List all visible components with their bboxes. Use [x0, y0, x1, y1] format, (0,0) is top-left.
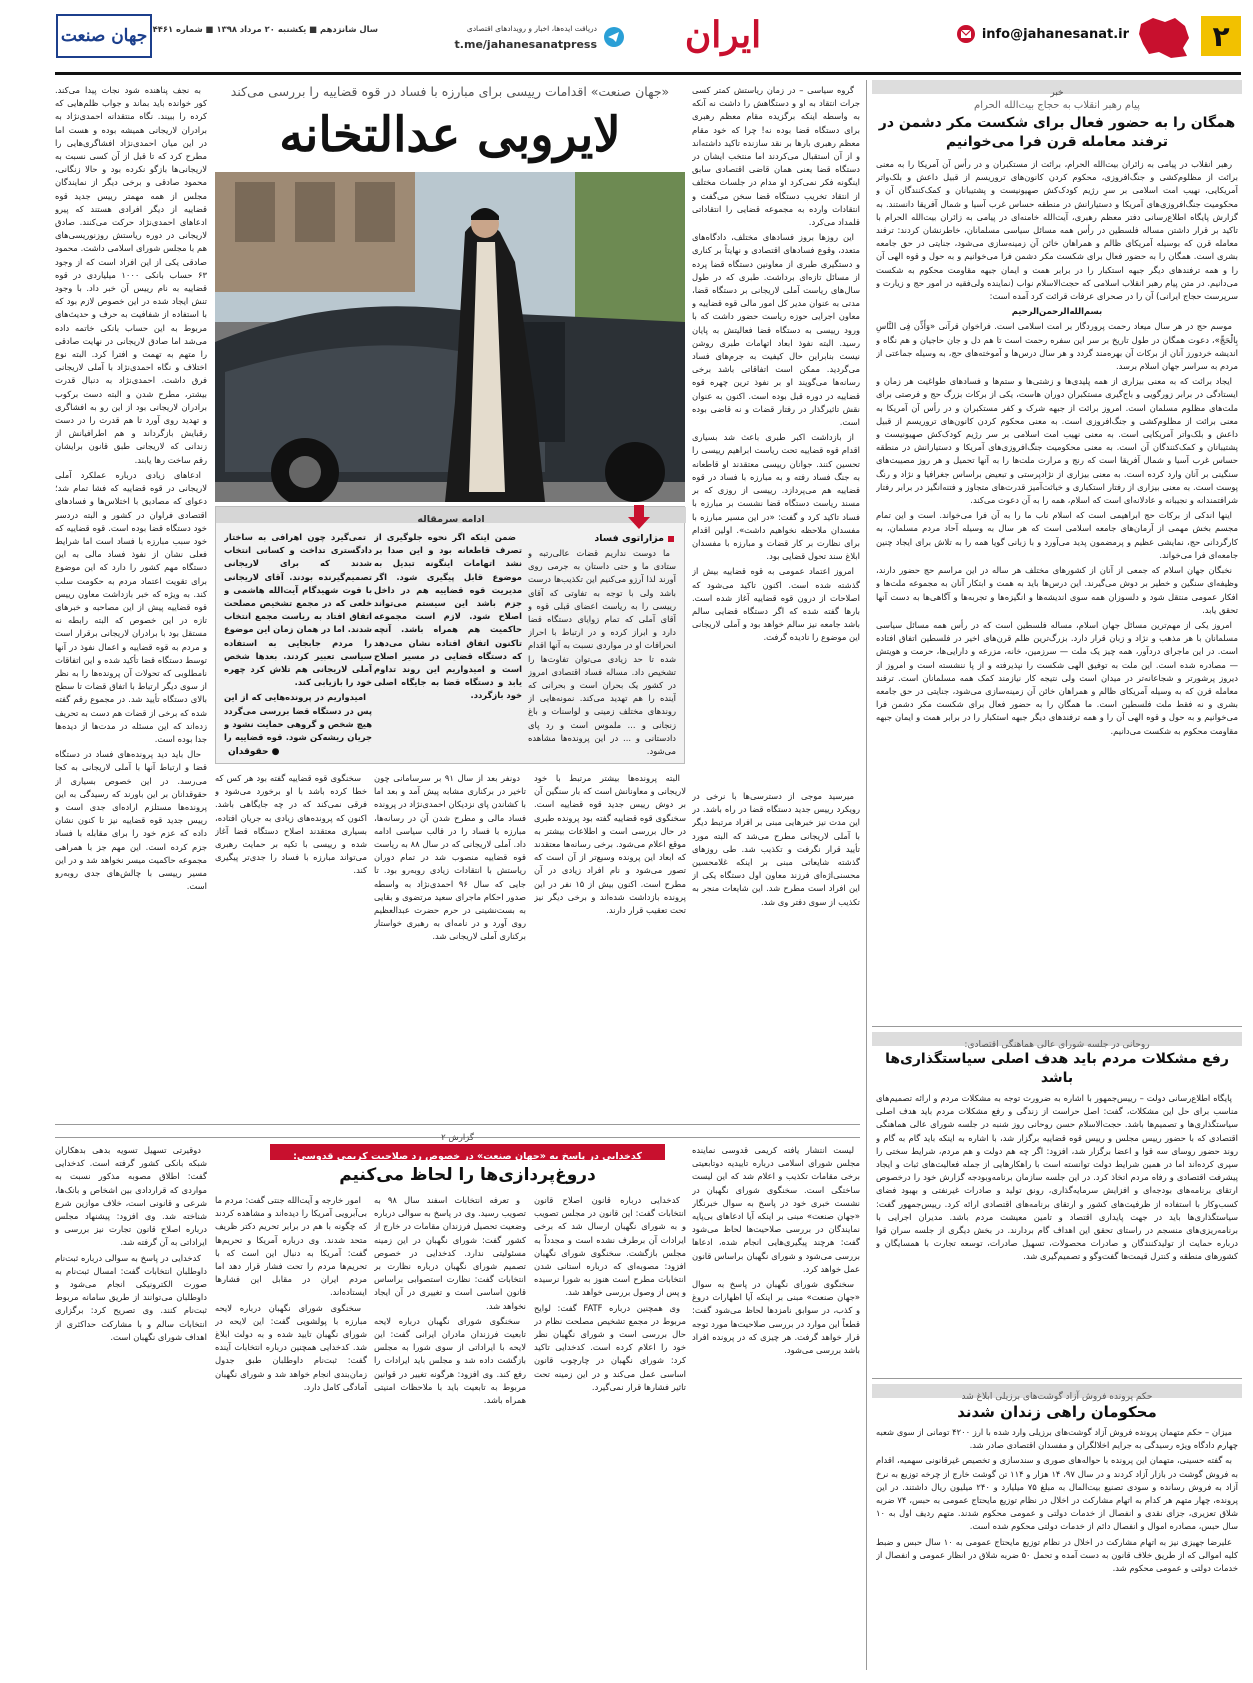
opinion-title-bar	[216, 507, 686, 523]
opinion-subheading: مزاراتوی فساد	[594, 533, 664, 544]
paragraph: اینها اندکی از برکات حج ابراهیمی است که اسلام ناب ما را به آن فرا می‌خواند. است و این تمام مجسم بخش مهمی از آرمان‌های جامعه اسلامی است که هر سال به وسیله آحاد مردم مسلمان، به کارگردانی حج، نمایشی عظیم و پرمضمون پدید می‌آورد و با زبانی گویا همه را به تلاش برای ایجاد چنین جامعه‌ای فرا می‌خواند.	[876, 510, 1238, 560]
paragraph: سخنگوی قوه قضاییه گفته بود هر کس که خطا کرده باشد با او برخورد می‌شود و فرقی نمی‌کند که در چه جایگاهی باشد. اکنون که پرونده‌های زیادی به جریان افتاده، بسیاری معتقدند اصلاح دستگاه قضا آغاز شده و رییسی با تکیه بر حمایت رهبری می‌تواند مبارزه با فساد را جدی‌تر پیگیری کند.	[215, 773, 367, 876]
divider	[872, 1378, 1242, 1379]
main-lower-col-1	[692, 790, 860, 1118]
opinion-author: ● حقوقدان	[228, 747, 280, 757]
paragraph: دوقیرتی تسهیل تسویه بدهی بدهکاران شبکه بانکی کشور گرفته است. کدخدایی گفت: اطلاق مصوبه مذکور نسبت به مواردی که قراردادی بین اشخاص و بانک‌ها، شرعی و قانونی است، خلاف موازین شرع شناخته شد. وی افزود: پیشنهاد مجلس درباره اصلاح قانون تجارت نیز بررسی و ایراداتی به آن گرفته شد.	[55, 1145, 207, 1248]
paragraph: نخبگان جهان اسلام که جمعی از آنان از کشورهای مختلف هر ساله در این مراسم حج حضور دارند، وظیفه‌ای سنگین و خطیر بر دوش می‌گیرند. این درس‌ها باید به همت و ابتکار آنان به مجموعه ملت‌ها و افکار عمومی منتقل شود و دلسوزان همه سوی اندیشه‌ها و انگیزه‌ها و تجربه‌ها و آگاهی‌ها به دست آنها تحقق یابد.	[876, 565, 1238, 615]
paragraph: امروز یکی از مهم‌ترین مسائل جهان اسلام، مساله فلسطین است که در رأس همه مسائل سیاسی مسلمانان با هر مذهب و نژاد و زبان قرار دارد. بزرگ‌ترین ظلم قرن‌های اخیر در فلسطین اتفاق افتاده است. در این ماجرای دردآور، همه چیز یک ملت — سرزمین، خانه، مزرعه و دارایی‌ها، حرمت و هویتش — مصادره شده است. این ملت به توفیق الهی شکست را نپذیرفته و از پا ننشسته است و امروز از دیروز پرشورتر و شجاعانه‌تر در میدان است ولی نتیجه کار نیازمند کمک همه مسلمانان است. ترفند معامله قرن که به وسیله آمریکای ظالم و همراهان خائن آن زمینه‌سازی می‌شود، جنایتی در حق جامعه بشری و نه فقط ملت فلسطین است. ما همگان را به حضور فعال برای شکست مکر دشمن فرا می‌خوانیم و به حول و قوه الهی آن را و همه ترفندهای دیگر جبهه استکبار را در برابر همت و ایمان جبهه مقاومت محکوم به شکست می‌دانیم.	[876, 619, 1238, 736]
meat-kicker: حکم پرونده فروش آزاد گوشت‌های برزیلی ابلاغ شد	[961, 1392, 1153, 1402]
telegram-link[interactable]: t.me/jahanesanatpress	[454, 38, 597, 51]
paragraph: و تعرفه انتخابات اسفند سال ۹۸ به تصویب رسید. وی در پاسخ به سوالی درباره وضعیت تحصیل فرزندان مقامات در خارج از کشور گفت: شورای نگهبان در این زمینه مسئولیتی ندارد. کدخدایی در خصوص تصمیم شورای نگهبان درباره نظارت بر انتخابات گفت: نظارت استصوابی براساس قانون اساسی است و تغییری در آن ایجاد نخواهد شد.	[374, 1195, 526, 1311]
leader-headline: همگان را به حضور فعال برای شکست مکر دشمن در ترفند معامله قرن فرا می‌خوانیم	[878, 115, 1236, 150]
rouhani-kicker: روحانی در جلسه شورای عالی هماهنگی اقتصادی:	[964, 1040, 1150, 1050]
paragraph: این روزها بروز فسادهای مختلف، دادگاه‌های متعدد، وقوع فسادهای اقتصادی و نهایتاً بر کناری و دستگیری طبری از معاونین دستگاه قضا پرده از مسائل تازه‌ای برداشت. طبری که در طول سال‌های ریاست آملی لاریجانی بر دستگاه قضا، مدتی به عنوان مدیر کل امور مالی قوه قضاییه و معاون اجرایی حوزه ریاست حضور داشت که با ورود رییسی به دستگاه قضا فعالیتش به پایان رسید. البته نفوذ ابعاد اتهامات طبری روشن نیست بنابراین حال کیفیت به جرم‌های فساد می‌گردید. ممکن است اتفاقاتی باشد برخی رسانه‌ها می‌گویند او بر نفوذ ترین چهره قوه قضاییه در دوره قبل بوده است. اکنون به عنوان نقش تاثیرگذار در رفتار قضات و نه قاضی بوده است.	[692, 232, 860, 428]
main-lower-col-4	[215, 772, 367, 1118]
paragraph: بسم‌الله‌الرحمن‌الرحیم	[1011, 306, 1103, 317]
main-left-column	[55, 84, 207, 1118]
paragraph: به گفته حسینی، متهمان این پرونده با حواله‌های صوری و سندسازی و تخصیص غیرقانونی سهمیه، اقدام به فروش گوشت در بازار آزاد کردند و در سال ۹۷، ۱۴ هزار و ۱۱۴ تن گوشت خارج از چرخه توزیع به نرخ آزاد به فروش رسانده و سودی تصنیع بیت‌المال به مبلغ ۷۵ میلیارد و ۲۴۰ میلیون ریال داشتند. در این پرونده، چهار متهم هر کدام به اتهام مشارکت در اخلال در نظام توزیع مایحتاج عمومی به حبس، ۷۴ ضربه شلاق تعزیری، جزای نقدی و انفصال از خدمات دولتی و عمومی محکوم شدند. متهم ردیف اول به ۱۰ سال حبس، مصادره اموال و انفصال دائم از خدمات دولتی محکوم شده است.	[876, 1455, 1238, 1532]
paragraph: امور خارجه و آیت‌الله جنتی گفت: مردم ما بی‌آبرویی آمریکا را دیده‌اند و مشاهده کردند که چگونه با هم در برابر تحریم دکتر ظریف متحد شدند. وی درباره آمریکا و تحریم‌ها گفت: آمریکا به دنبال این است که با تحریم‌ها مردم را تحت فشار قرار دهد اما مردم ایران در مقابل این فشارها ایستاده‌اند.	[215, 1195, 367, 1298]
arrow-down-icon	[628, 505, 650, 529]
page-header	[0, 0, 1253, 82]
bottom-col-5	[55, 1144, 207, 1670]
meat-kicker-bar	[872, 1384, 1242, 1402]
paragraph: ضمن اینکه اگر نحوه جلوگیری از تصرف قاطعانه بود و این صدا بر نشد اتهامات اینگونه تبدیل به موضوع قابل پیگیری شود. اگر مدیریت قوه قضاییه هم در داخل جزم باشد این سیستم می‌تواند اصلاح شود. لازم است مجموعه حاکمیت هم همراه باشد. آنچه تاکنون اتفاق افتاده نشان می‌دهد که دستگاه قضایی در مسیر اصلاح است و امیدواریم این روند تداوم یابد و دستگاه قضا به جایگاه اصلی خود بازگردد.	[374, 532, 522, 701]
divider	[872, 1026, 1242, 1027]
paragraph: دونفر بعد از سال ۹۱ بر سرسامانی چون تاخیر در برکناری مشابه پیش آمد و بعد اما با کشاندن پای نزدیکان احمدی‌نژاد در پرونده فساد مالی و مطرح شدن آن در رسانه‌ها، مبارزه با فساد را در قالب سیاسی ادامه داد. آملی لاریجانی که در سال ۸۸ به ریاست قوه قضاییه منصوب شد در تمام دوران ریاستش با انتقادات زیادی روبه‌رو بود. تا جایی که سال ۹۶ احمدی‌نژاد به واسطه صدور احکام ماجرای سعید مرتضوی و بقایی به بست‌نشینی در حرم حضرت عبدالعظیم روی آورد و در نامه‌ای به رهبری خواستار برکناری آملی لاریجانی شد.	[374, 773, 526, 942]
bottom-col-2	[534, 1194, 686, 1670]
telegram-icon	[603, 26, 625, 48]
opinion-subheading-wrap	[594, 533, 674, 544]
paragraph: گروه سیاسی – در زمان ریاستش کمتر کسی جرات انتقاد به او و دستگاهش را داشت نه آنکه به واسطه اینکه برگزیده مقام معظم رهبری برای دستگاه قضا بوده نه! چرا که خود مقام معظم رهبری بارها بر نقد سازنده تاکید داشته‌اند و از آن استقبال می‌کردند اما منتخب ایشان در دستگاه قضا یعنی همان قاضی اقتصادی سابق اینگونه فکر نمی‌کرد او مدام در جلسات مختلف از انتقاد تخریب دستگاه قضا سخن می‌گفت و انتقادات وارده به مجموعه قضایی را انتقاداتی قلمداد می‌کرد.	[692, 85, 860, 228]
opinion-col-right	[528, 547, 676, 759]
photo-illustration	[215, 172, 685, 502]
paragraph: سخنگوی شورای نگهبان درباره لایحه تابعیت فرزندان مادران ایرانی گفت: این لایحه با ایراداتی از سوی شورا به مجلس بازگشت داده شد و مجلس باید ایرادات را رفع کند. وی افزود: هرگونه تغییر در قوانین مربوط به تابعیت باید با ملاحظات امنیتی همراه باشد.	[374, 1315, 526, 1406]
opinion-box	[215, 506, 685, 764]
iran-map-icon	[1135, 14, 1193, 60]
bottom-kicker-bar	[270, 1144, 665, 1160]
opinion-col-middle	[374, 531, 522, 759]
paragraph: رهبر انقلاب در پیامی به زائران بیت‌الله الحرام، برائت از مستکبران و در رأس آن آمریکا را به معنی برائت از مظلوم‌کشی و جنگ‌افروزی، محکوم کردن کانون‌های تروریسم از قبیل داعش و بلک‌واتر آمریکایی، نهیب امت اسلامی بر سرِ رژیم کودک‌کش صهیونیست و پشتیبانان و کمک‌کنندگان آن و محکومیت جنگ‌افروزی‌های آمریکا و دستیارانش در منطقه حساس غرب آسیا و شمال آفریقا دانستند. به گزارش پایگاه اطلاع‌رسانی دفتر معظم رهبری، آیت‌الله خامنه‌ای در پیامی به زائران بیت‌الله الحرام با تاکید بر قرار داشتن مساله فلسطین در رأس همه مسائل سیاسی مسلمانان، خاطرنشان کردند: ترفند معامله قرن که بوسیله آمریکای ظالم و همراهان خائن آن زمینه‌سازی می‌شود، جنایتی در حق جامعه بشری است. همگان را به حضور فعال برای شکست مکر دشمن فرا می‌خوانیم و به حول و قوه الهی آن را و همه ترفندهای دیگر جبهه استکبار را در برابر همت و ایمان جبهه مقاومت محکوم به شکست می‌دانیم. در متن پیام رهبر انقلاب اسلامی که حجت‌الاسلام نواب (نماینده ولی‌فقیه در امور حج و زیارت و سرپرست حجاج ایرانی) آن را در صحرای عرفات قرائت کرد آمده است:	[876, 159, 1238, 302]
paragraph: ادعاهای زیادی درباره عملکرد آملی لاریجانی در قوه قضاییه که فشا تمام شد؛ دعوای که مصادیق با اختلاس‌ها و فسادهای اقتصادی فراوان در کشور و البته دردسر خود دستگاه قضا بوده است. قوه قضاییه که خود سبب مبارزه با فساد است اما شرایط فعلی نشان از نفوذ فساد مالی به این دستگاه مهم کشور را دارد که این موضوع برای تقویت اعتماد مردم به حکومت سلب کند. به ویژه که خبر بازداشت معاون رییس قوه قضاییه پیش از این مصاحبه و خبرهای تازه در این خصوص که البته رابطه نه مستقل بود با برادران لاریجانی برقرار است و مردم به قوه قضاییه و اعمال نفوذ در آنها توسط دستگاه قضا تأکید شده و این اتفاقات نامطلوبی که تحولات آن پرونده‌ها را به نظر از سوی دیگر ارتباط با اتفاق قضات تا سطح بالای دستگاه تأیید شد. در مجموع رقم گفته شده که برخی از قضات هم دست به تحریف زده‌اند که این مسئله در مدت‌ها از دیده‌ها جدا بوده است.	[55, 469, 207, 744]
main-kicker: «جهان صنعت» اقدامات رییسی برای مبارزه با فساد در قوه قضاییه را بررسی می‌کند	[230, 84, 670, 99]
paragraph: تمی‌گیرد چون اهرافی به ساختار دادگستری تداخت و کسانی انتخاب شدند که برای لاریجانی تصمیم‌گیرنده بودند. آقای لاریجانی با فوت شهیدگام آیت‌الله هاشمی و خلعی که در مجمع تشخیص مصلحت اتفاق افتاد به ریاست مجمع انتخاب شدند. اما در همان زمان این موضوع را مردم جابجایی به استفاده سیاسی تعبیر کردند. بعدها شخص آملی لاریجانی هم تلاش کرد چهره خود را بازیابی کند.	[224, 532, 372, 688]
email-area	[956, 24, 1129, 44]
paragraph: موسم حج در هر سال میعاد رحمت پروردگار بر امت اسلامی است. فراخوان قرآنی «وَأَذِّن فِی النَّاسِ بِالْحَجِّ»، دعوت همگان در طول تاریخ بر سر این سفره رحمت است تا هم دل و جان حاجیان و هم نگاه و اندیشه خردورز آنان از برکات آن بهره‌مند گردد و هر سال درس‌ها و آموخته‌های حج، به وسیله جماعتی از مردم به سراسر جهان اسلام برسد.	[876, 321, 1238, 372]
telegram-block	[385, 20, 625, 60]
main-column-a	[692, 84, 860, 784]
main-photo	[215, 172, 685, 502]
opinion-title: ادامه سرمقاله	[417, 514, 485, 525]
right-column	[872, 80, 1242, 1670]
paragraph: کدخدایی در پاسخ به سوالی درباره ثبت‌نام داوطلبان انتخابات گفت: امسال ثبت‌نام به صورت الکترونیکی انجام می‌شود و داوطلبان می‌توانند از طریق سامانه مربوط ثبت‌نام کنند. وی تصریح کرد: برگزاری انتخابات سالم و با مشارکت حداکثری از اهداف شورای نگهبان است.	[55, 1252, 207, 1342]
email-link[interactable]: info@jahanesanat.ir	[981, 26, 1129, 42]
main-lower-col-3	[374, 772, 526, 1118]
paragraph: از بازداشت اکبر طبری باعث شد بسیاری اقدام قوه قضاییه تحت ریاست ابراهیم رییسی را تحسین کنند. جوانان رییسی معتقدند او قاطعانه به جنگ فساد رفته و به مبارزه با فساد در قوه قضاییه هم می‌پردازد. رییسی از روزی که بر مسند ریاست دستگاه قضا نشست بر مبارزه با فساد تاکید کرد و گفت: «در این مسیر مبارزه با مفسدان ملاحظه نخواهیم داشت». اولین اقدام برای نظارت بر کار قضات و مبارزه با مفسدان ابلاغ سند تحول قضایی بود.	[692, 432, 860, 562]
paragraph: میرسید موجی از دسترسی‌ها با نرخی در رویکرد رییس جدید دستگاه قضا در راه باشد. در این مدت نیز خبرهایی مبنی بر افراد مرتبط دیگر با آملی لاریجانی مطرح می‌شد که البته مورد تأیید قرار نگرفت و تکذیب شد. طی روزهای گذشته شایعاتی مبنی بر اینکه غلامحسین محسنی‌اژه‌ای فرزند معاون اول دستگاه یکی از این افراد است مطرح شد. این شایعات منجر به تکذیب از سوی دفتر وی شد.	[692, 791, 860, 907]
page-number: ۲	[1212, 19, 1230, 53]
paragraph: پایگاه اطلاع‌رسانی دولت – رییس‌جمهور با اشاره به ضرورت توجه به مشکلات مردم و ارائه تصمیم‌های مناسب برای حل این مشکلات، گفت: اصل حراست از زندگی و رفع مشکلات مردم باید هدف اصلی سیاستگذاری‌ها و تصمیم‌ها باشد. حجت‌الاسلام حسن روحانی روز شنبه در جلسه شورای عالی هماهنگی اقتصادی که با حضور رییس مجلس و رییس قوه قضاییه برگزار شد، با اشاره به اینکه باید گام به گام و روند حضور روسای سه قوا و اعضا برگزار شد، افزود: اگر چه هم دولت و هم مردم، شرایط سختی را سپری کرده‌اند اما در همین شرایط دولت توانسته است با راهکارهایی از جمله فعالیت‌های ثبات و ایجاد پیشرفت اقتصادی و رفاه مردم اتخاذ کرد. در این جلسه سازمان برنامه‌وبودجه گزارش خود را درخصوص ارتقای برنامه‌های بودجه‌ای و افزایش سرمایه‌گذاری، رونق تولید و صادرات غیرنفتی و بهبود فضای کسب‌وکار با استفاده از ظرفیت‌های کشور و ارتقای برنامه‌های اقتصادی ارائه کرد. رییس‌جمهور گفت: سیاستگذاری‌ها باید در جهت پایداری اقتصاد و تامین معیشت مردم باشد. مدیران اجرایی با برنامه‌ریزی‌های منسجم در راستای تحقق این اهداف گام بردارند. در بخش دیگری از جلسه سران قوا درباره حمایت از تولیدکنندگان و صادرات محصولات، تسهیل صادرات، توسعه تجارت با همسایگان و کشورهای منطقه و کنترل قیمت‌ها گفت‌وگو و تصمیم‌گیری شد.	[876, 1093, 1238, 1262]
paragraph: سخنگوی شورای نگهبان در پاسخ به سوال «جهان صنعت» مبنی بر اینکه آیا اظهارات دروغ و کذب، در سوابق نامزدها لحاظ می‌شود گفت: قطعاً این موارد در بررسی صلاحیت‌ها مورد توجه قرار خواهد گرفت. هر چیزی که در پرونده افراد باشد بررسی می‌شود.	[692, 1279, 860, 1356]
paragraph: میزان – حکم متهمان پرونده فروش آزاد گوشت‌های برزیلی وارد شده با ارز ۴۲۰۰ تومانی از سوی شعبه چهارم دادگاه ویژه رسیدگی به جرایم اخلالگران و مفسدان اقتصادی صادر شد.	[876, 1427, 1238, 1451]
paragraph: سخنگوی شورای نگهبان درباره لایحه مبارزه با پولشویی گفت: این لایحه در شورای نگهبان تایید شده و به دولت ابلاغ شد. کدخدایی همچنین درباره انتخابات آینده گفت: ثبت‌نام داوطلبان طبق جدول زمان‌بندی انجام خواهد شد و شورای نگهبان آمادگی کامل دارد.	[215, 1302, 367, 1392]
meat-headline: محکومان راهی زندان شدند	[957, 1403, 1157, 1421]
page-number-box	[1201, 16, 1241, 56]
paragraph: کدخدایی درباره قانون اصلاح قانون انتخابات گفت: این قانون در مجلس تصویب و به شورای نگهبان ارسال شد که برخی ایرادات آن برطرف نشده است و مجدداً به مجلس بازگشت. سخنگوی شورای نگهبان افزود: مصوبه‌ای که درباره استانی شدن انتخابات مطرح است هنوز به شورا نرسیده و پس از وصول بررسی خواهد شد.	[534, 1195, 686, 1298]
report-label: گزارش ۲	[441, 1133, 474, 1143]
leader-kicker: پیام رهبر انقلاب به حجاج بیت‌الله الحرام	[974, 100, 1140, 111]
paragraph: ایجاد برائت که به معنی بیزاری از همه پلیدی‌ها و زشتی‌ها و ستم‌ها و فسادهای طواغیت هر زمان و ایستادگی در برابر زورگویی و باج‌گیری مستکبران دوران هاست، یکی از برکات بزرگ حج و فرصتی برای ملت‌های مظلوم مسلمان است. امروز برائت از جبهه شرک و کفر مستکبران و در رأس آن آمریکا به معنی برائت از مظلوم‌کشی و جنگ‌افروزی است. به معنی محکوم کردن کانون‌های تروریسم از قبیل داعش و بلک‌واتر آمریکایی است. به معنی نهیب امت اسلامی بر سر رژیم کودک‌کش صهیونیست و پشتیبانان و کمک‌کنندگان آن است. به معنی محکومیت جنگ‌افروزی‌های آمریکا و دستیارانش در منطقه حساس غرب آسیا و شمال آفریقا است که رنج و مرارت ملت‌ها را به آنها تحمیل و هر روز مصیبت‌های سنگینی بر آنان وارد کرده است. به معنی بیزاری از نژادپرستی و تبعیض براساس جغرافیا و نژاد و رنگ پوست است. به معنی بیزاری از رفتار استکباری و خباثت‌آمیز قدرت‌های متجاوز و فتنه‌انگیز در برابر رفتار شرافتمندانه و نجیبانه و عادلانه‌ای است که اسلام، همه را به آن دعوت می‌کند.	[876, 376, 1238, 506]
paragraph: امیدواریم در پرونده‌هایی که از این پس در دستگاه قضا بررسی می‌گردد هیچ شخص و گروهی حمایت نشود و جریان ریشه‌کن شود. قوه قضاییه را	[224, 692, 372, 743]
main-lower-col-2	[534, 772, 686, 1118]
paragraph: البته پرونده‌ها بیشتر مرتبط با خود لاریجانی و معاونانش است که بار سنگین آن بر دوش رییس جدید قوه قضاییه است. سخنگوی قوه قضاییه گفته بود پرونده طبری در حال بررسی است و اطلاعات بیشتر به موقع اعلام می‌شود. برخی رسانه‌ها معتقدند که ابعاد این پرونده وسیع‌تر از آن است که تصور می‌شود و نام افراد زیادی در آن مطرح است. اکنون بیش از ۱۵ نفر در این پرونده بازداشت شده‌اند و برخی دیگر نیز تحت تعقیب قرار دارند.	[534, 773, 686, 916]
bottom-col-3	[374, 1194, 526, 1670]
news-label-bar	[872, 80, 1242, 98]
paragraph: لیست انتشار یافته کریمی قدوسی نماینده مجلس شورای اسلامی درباره تاییدیه دوتابعیتی برخی مقامات تکذیب و اعلام شد که این لیست ساختگی است. سخنگوی شورای نگهبان در نشست خبری خود در پاسخ به سوال خبرنگار «جهان صنعت» مبنی بر اینکه آیا ادعاهای بی‌پایه نمایندگان در بررسی صلاحیت‌ها لحاظ می‌شود گفت: هرچند پیگیری‌هایی انجام شده، ادعاها بررسی می‌شود و شورای نگهبان براساس قانون عمل خواهد کرد.	[692, 1145, 860, 1274]
news-label: خبر	[1050, 88, 1064, 98]
meat-body	[876, 1426, 1238, 1666]
rouhani-body	[876, 1092, 1238, 1374]
rouhani-headline: رفع مشکلات مردم باید هدف اصلی سیاستگذاری‌ها باشد	[885, 1051, 1229, 1086]
email-icon	[956, 24, 976, 44]
telegram-caption: دریافت ایده‌ها، اخبار و رویدادهای اقتصادی	[466, 24, 597, 33]
paragraph: وی همچنین درباره FATF گفت: لوایح مربوط در مجمع تشخیص مصلحت نظام در حال بررسی است و شورای نگهبان نظر خود را اعلام کرده است. کدخدایی تاکید کرد: شورای نگهبان در چارچوب قانون اساسی عمل می‌کند و در این زمینه تحت تاثیر فشارها قرار نمی‌گیرد.	[534, 1302, 686, 1392]
issue-info: سال شانزدهم ■ یکشنبه ۲۰ مرداد ۱۳۹۸ ■ شماره ۴۴۶۱	[152, 24, 378, 34]
paragraph: ما دوست نداریم قضات عالی‌رتبه و ستادی ما و حتی داستان به جرمی روی آورند لذا آرزو می‌کنیم این تکذیب‌ها درست باشد ولی با توجه به تفاوتی که آقای رییسی را به ریاست اعضای قبلی قوه و آقای آملی که تمام زوایای دستگاه قضا دارد و ابراز کرده و در ارتباط با احراز انحرافات او در مواردی نسبت به آنها اقدام شده تا حد زیادی می‌توان تفاوت‌ها را تشخیص داد. مساله فساد اقتصادی امروز در کشور یک بحران است و بحرانی که آینده را هم تهدید می‌کند. نمونه‌هایی از روندهای مختلف زمینی و لواسنات و باغ زنجانی و ... ملموس است و رد پای دادستانی و ... در این پرونده‌ها مشاهده می‌شود.	[528, 548, 676, 757]
bottom-headline: دروغ‌پردازی‌ها را لحاظ می‌کنیم	[339, 1165, 596, 1185]
bottom-col-1	[692, 1144, 860, 1670]
bottom-kicker: کدخدایی در پاسخ به «جهان صنعت» در خصوص رد صلاحیت کریمی قدوسی:	[293, 1151, 642, 1162]
header-rule	[55, 72, 1241, 75]
square-bullet-icon	[668, 536, 674, 542]
rouhani-kicker-bar	[872, 1032, 1242, 1050]
paragraph: علیرضا جهیزی نیز به اتهام مشارکت در اخلال در نظام توزیع مایحتاج عمومی به ۱۰ سال حبس و ضبط کلیه اموالی که از طریق خلاف قانون به دست آمده و تحمل ۵۰ ضربه شلاق در انظار عمومی و انفصال از خدمات دولتی و عمومی محکوم شد.	[876, 1536, 1238, 1574]
column-divider	[866, 80, 867, 1670]
opinion-col-left	[224, 531, 372, 743]
main-headline: لایروبی عدالتخانه	[279, 107, 621, 163]
paragraph: حال باید دید پرونده‌های فساد در دستگاه قضا و ارتباط آنها با آملی لاریجانی به کجا می‌رسد. در این خصوص بسیاری از حقوقدانان بر این باورند که رسیدگی به این پرونده‌ها مستلزم اراده‌ای جدی است و رییس جدید قوه قضاییه نیز تا کنون نشان داده که عزم خود را برای مقابله با فساد جزم کرده است. این مهم جز با همراهی مجموعه حاکمیت میسر نخواهد شد و در این مسیر رییسی با چالش‌های جدی روبه‌رو است.	[55, 749, 207, 892]
bottom-col-4	[215, 1194, 367, 1670]
logo-text: جهان صنعت	[60, 26, 148, 46]
report-bar	[55, 1124, 860, 1143]
section-title: ایران	[684, 14, 762, 56]
leader-body	[876, 158, 1238, 1020]
masthead-logo	[56, 14, 152, 58]
paragraph: به نجف پناهنده شود نجات پیدا می‌کند. کور خوانده باید بماند و جواب ظلم‌هایی که کرده را ببیند. نگاه منتقدانه احمدی‌نژاد به برادران لاریجانی همیشه بوده و هست اما در این میان احمدی‌نژاد افشاگری‌هایی را مطرح کرد که تا قبل از آن کسی نسبت به لاریجانی‌ها بازگو نکرده بود و حالا زنگانی، محمود صادقی و برخی دیگر از نمایندگان مجلس از همه مهمتر رییس جدید قوه قضاییه از دیگر افرادی هستند که پیرو ادعاهای احمدی‌نژاد حرکت می‌کنند. صادق لاریجانی در دوره ریاستش روزنوریسی‌های هم با مجلس شورای اسلامی داشت. محمود صادقی یکی از این افراد است که از وجود ۶۳ حساب بانکی ۱۰۰۰ میلیاردی در قوه قضاییه به نام رییس آن خبر داد. با وجود تنش ایجاد شده در این خصوص لازم بود که با استفاده از شفافیت به حرف و حدیث‌های مربوط به این حساب بانکی خاتمه داده می‌شد اما صادق لاریجانی در نهایت صادقی را متهم به تهمت و افترا کرد. البته نوع اختلاف و نگاه احمدی‌نژاد با آملی لاریجانی فرق داشت. احمدی‌نژاد به دنبال قدرت بیشتر، مطرح شدن و البته دست برکوب برادران لاریجانی بود از این رو به افشاگری و تهدید روی آورد تا هم قدرت را در دست رقبایش بازگرداند و هم اطرافیانش از زندانی که لاریجانی طبق قانون برایشان رقم ساخت رها یابند.	[55, 85, 207, 465]
paragraph: امروز اعتماد عمومی به قوه قضاییه بیش از گذشته شده است. اکنون تاکید می‌شود که اصلاحات از درون قوه قضاییه آغاز شده است. بارها گفته شده که اگر دستگاه قضایی سالم باشد جامعه نیز سالم خواهد بود و آملی لاریجانی این موضوع را نادیده گرفت.	[692, 566, 860, 643]
